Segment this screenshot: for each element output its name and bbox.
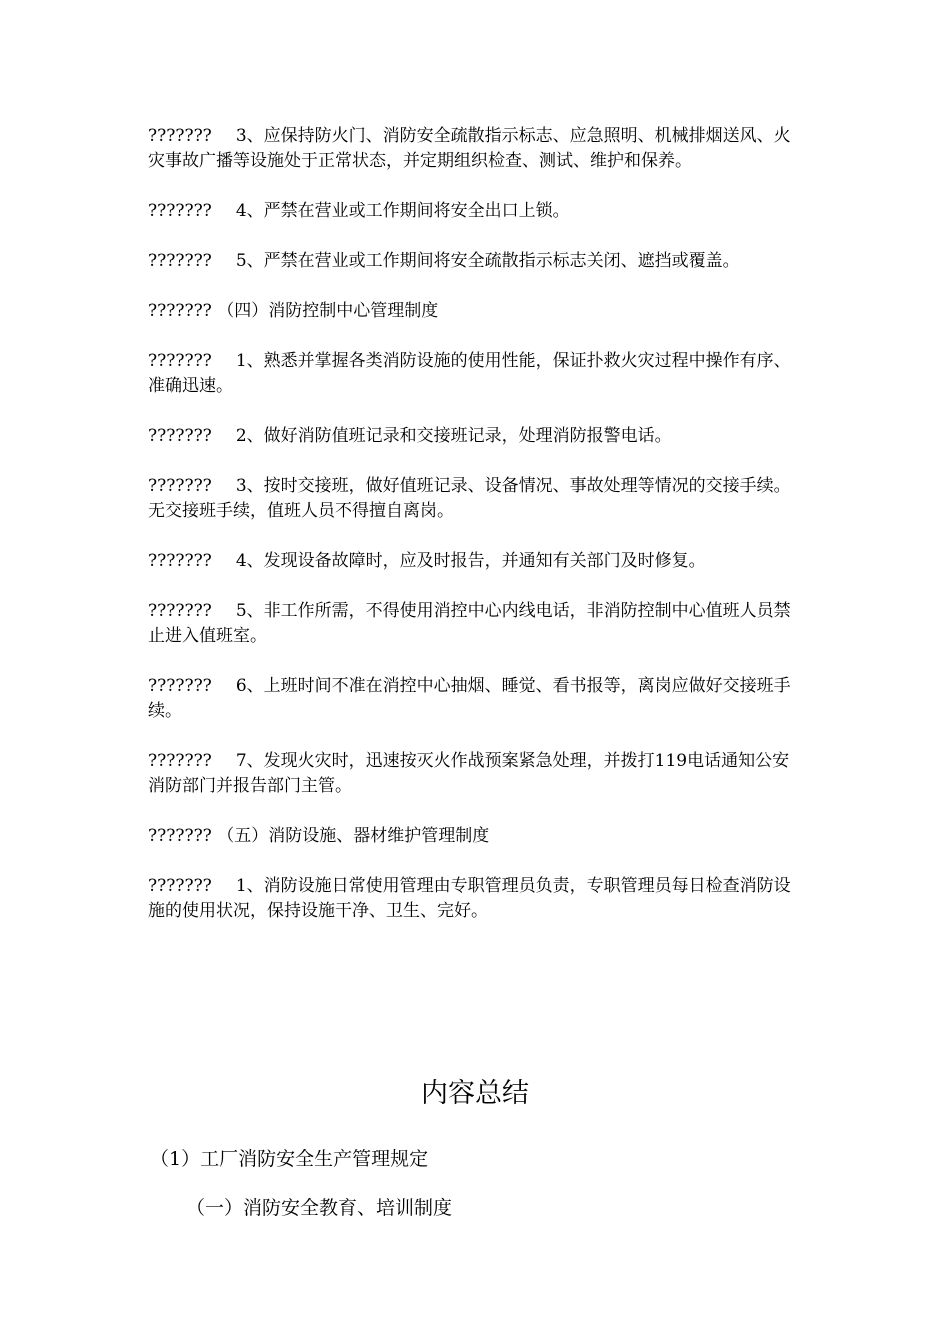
paragraph [148, 874, 803, 924]
paragraph [148, 124, 803, 174]
paragraph-text: 2、做好消防值班记录和交接班记录，处理消防报警电话。 [235, 426, 672, 446]
paragraph-prefix: ??????? [148, 876, 212, 896]
paragraph [148, 749, 803, 799]
paragraph [148, 599, 803, 649]
paragraph [148, 249, 803, 274]
paragraph-prefix: ??????? [148, 676, 212, 696]
paragraph [148, 549, 803, 574]
summary-subitem: （一）消防安全教育、培训制度 [186, 1197, 453, 1219]
paragraph-prefix: ??????? [148, 301, 212, 321]
document-body [148, 124, 803, 949]
paragraph [148, 349, 803, 399]
summary-title: 内容总结 [421, 1078, 529, 1109]
paragraph-prefix: ??????? [148, 351, 212, 371]
paragraph-prefix: ??????? [148, 551, 212, 571]
paragraph-prefix: ??????? [148, 826, 212, 846]
paragraph-text: 7、发现火灾时，迅速按灭火作战预案紧急处理，并拨打119电话通知公安消防部门并报告部门主管。 [148, 751, 790, 796]
paragraph-text: （五）消防设施、器材维护管理制度 [217, 826, 490, 846]
section-heading [148, 824, 803, 849]
paragraph [148, 424, 803, 449]
paragraph-text: 5、非工作所需，不得使用消控中心内线电话，非消防控制中心值班人员禁止进入值班室。 [148, 601, 791, 646]
paragraph [148, 199, 803, 224]
section-heading [148, 299, 803, 324]
paragraph-text: 6、上班时间不准在消控中心抽烟、睡觉、看书报等，离岗应做好交接班手续。 [148, 676, 791, 721]
paragraph-prefix: ??????? [148, 251, 212, 271]
paragraph-text: 3、按时交接班，做好值班记录、设备情况、事故处理等情况的交接手续。无交接班手续，值班人员不得擅自离岗。 [148, 476, 791, 521]
paragraph-text: （四）消防控制中心管理制度 [217, 301, 439, 321]
paragraph-text: 5、严禁在营业或工作期间将安全疏散指示标志关闭、遮挡或覆盖。 [235, 251, 740, 271]
paragraph-prefix: ??????? [148, 476, 212, 496]
paragraph-prefix: ??????? [148, 601, 212, 621]
paragraph [148, 674, 803, 724]
paragraph-text: 1、消防设施日常使用管理由专职管理员负责，专职管理员每日检查消防设施的使用状况，保持设施干净、卫生、完好。 [148, 876, 791, 921]
paragraph-text: 1、熟悉并掌握各类消防设施的使用性能，保证扑救火灾过程中操作有序、准确迅速。 [148, 351, 791, 396]
paragraph-prefix: ??????? [148, 426, 212, 446]
paragraph-text: 4、发现设备故障时，应及时报告，并通知有关部门及时修复。 [235, 551, 706, 571]
summary-item: （1）工厂消防安全生产管理规定 [150, 1148, 429, 1170]
paragraph-text: 3、应保持防火门、消防安全疏散指示标志、应急照明、机械排烟送风、火灾事故广播等设施处于正常状态，并定期组织检查、测试、维护和保养。 [148, 126, 791, 171]
paragraph-prefix: ??????? [148, 201, 212, 221]
paragraph-prefix: ??????? [148, 126, 212, 146]
paragraph-text: 4、严禁在营业或工作期间将安全出口上锁。 [235, 201, 570, 221]
paragraph-prefix: ??????? [148, 751, 212, 771]
paragraph [148, 474, 803, 524]
